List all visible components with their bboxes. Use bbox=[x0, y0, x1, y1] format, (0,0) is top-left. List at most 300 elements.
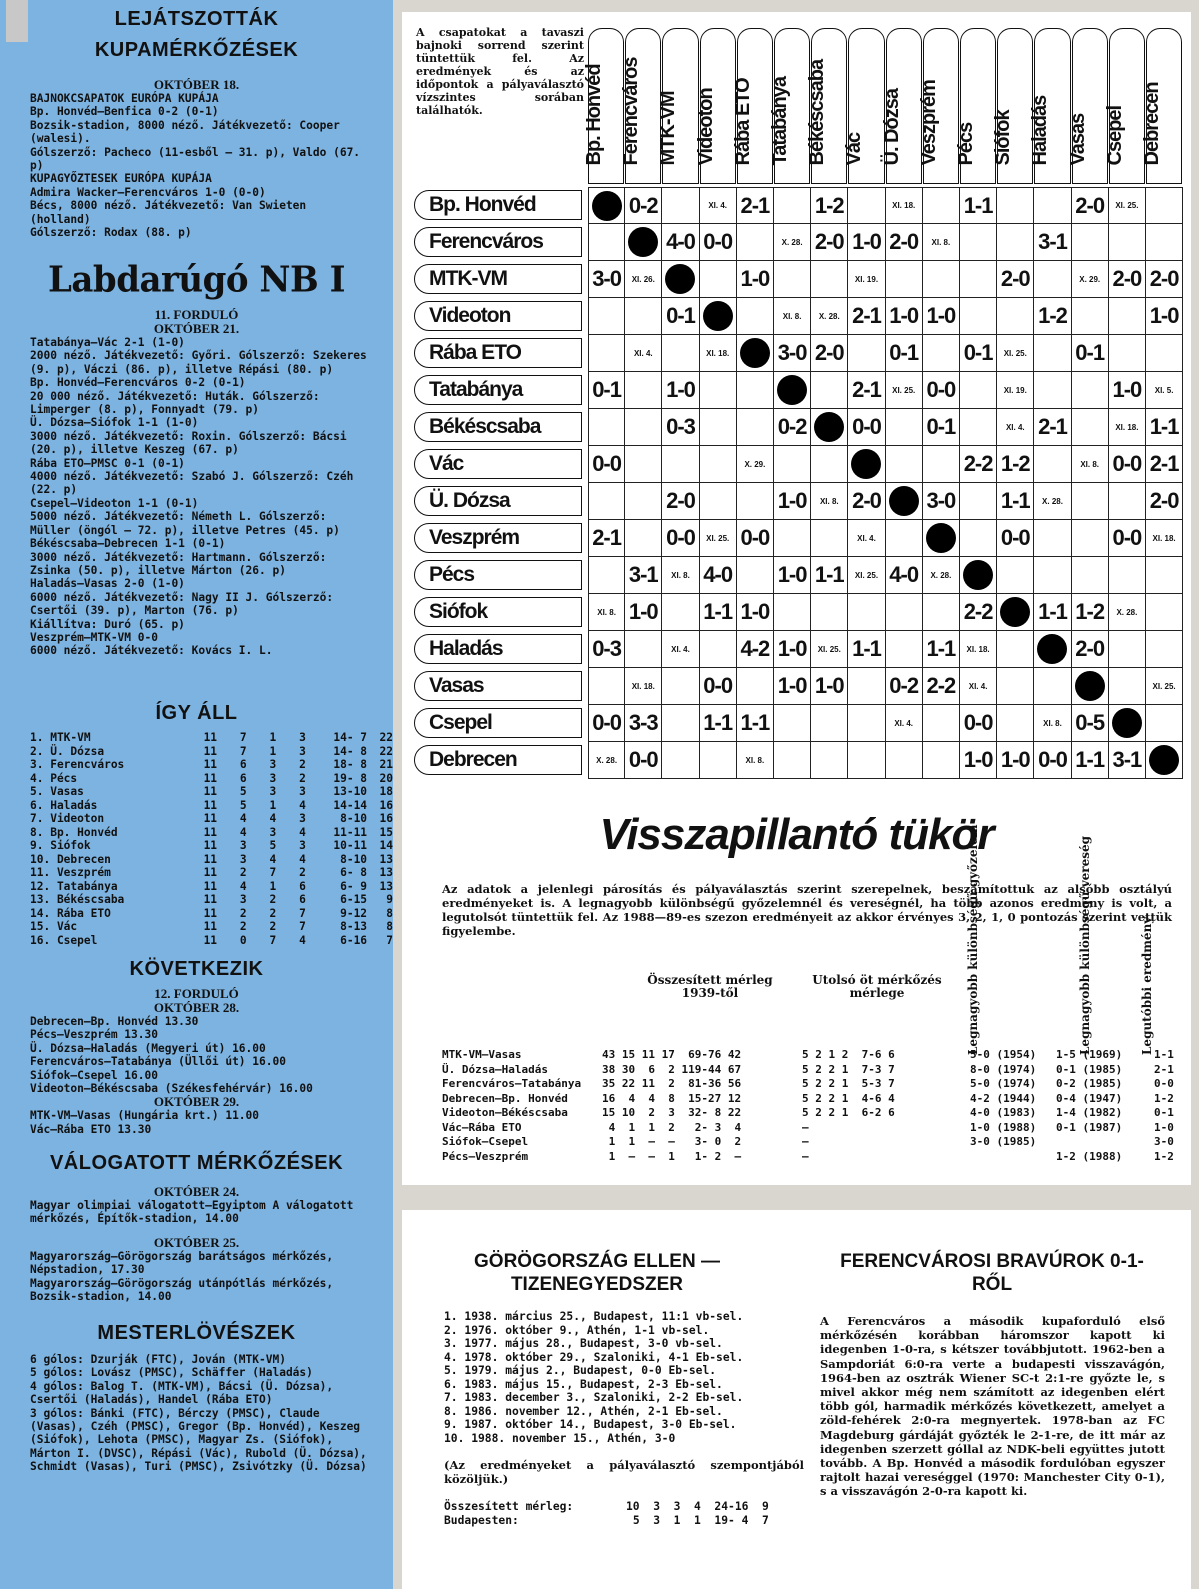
mirror-row bbox=[442, 1121, 1182, 1135]
diagonal-dot-mark bbox=[926, 523, 956, 553]
cell-date: XI. 8. bbox=[774, 298, 811, 335]
row-head: Debrecen bbox=[414, 745, 582, 775]
next-date-1: OKTÓBER 28. bbox=[153, 1000, 240, 1015]
cell-score bbox=[1109, 557, 1146, 594]
cell-score: 0-1 bbox=[1072, 335, 1109, 372]
cell-date: XI. 4. bbox=[997, 409, 1034, 446]
mirror-cell-m: Debrecen—Bp. Honvéd bbox=[442, 1091, 568, 1105]
column-head-label: Debrecen bbox=[1141, 82, 1164, 166]
standings-cell: 11 bbox=[203, 906, 218, 920]
standings-cell: 1 bbox=[269, 744, 277, 758]
mirror-title: Visszapillantó tükör bbox=[599, 810, 994, 859]
played-title: LEJÁTSZOTTÁK bbox=[114, 8, 279, 30]
cell-score bbox=[700, 261, 737, 298]
diagonal-dot-mark bbox=[592, 191, 622, 221]
standings-table bbox=[0, 731, 393, 947]
standings-row bbox=[0, 853, 393, 867]
greece-line: 1. 1938. március 25., Budapest, 11:1 vb-sel. bbox=[444, 1310, 744, 1323]
cell-score bbox=[1146, 187, 1183, 224]
column-head-label: Haladás bbox=[1029, 95, 1052, 166]
standings-cell: 11 bbox=[203, 839, 218, 852]
cell-score bbox=[1034, 668, 1071, 705]
cell-date: XI. 18. bbox=[1146, 520, 1183, 557]
standings-title: ÍGY ÁLL bbox=[155, 702, 238, 724]
mirror-cell-r: 3-0 bbox=[1154, 1135, 1174, 1148]
column-head bbox=[694, 28, 736, 184]
fixture-line: Ü. Dózsa—Haladás (Megyeri út) 16.00 bbox=[30, 1041, 266, 1055]
ftc-body: A Ferencváros a második kupaforduló első mérkőzésén korábban háromszor kapott ki idegenben 1-0-ra, s kétszer továbbjutott. 1962-ben a Sampdoriát 6:0-ra verte a budapesti visszavágón, 1964-ben az osztrák Wiener SC-t 2:1-re győzte le, s mivel akkor még nem számított az idegenben elért több gól, harmadik mérkőzés következett, amelyet a zöld-fehérek 2:0-ra megnyertek. 1978-ban az FC Magdeburg gárdáját győzték le 2-1-re, de itt már az idegenben szerzett góllal az NDK-beli együttes jutott tovább. A Bp. Honvéd a második fordulóban egyszer rajtolt hazai vereséggel (1970: Manchester City 0-1), s a visszavágón 2-0-ra kapott ki. bbox=[820, 1314, 1165, 1499]
round-line: Haladás—Vasas 2-0 (1-0) bbox=[30, 577, 185, 591]
round-line: 20 000 néző. Játékvezető: Huták. Gólszerző: Limperger (8. p), Fonnyadt (79. p) bbox=[30, 389, 327, 417]
standings-cell: 4 bbox=[269, 852, 277, 866]
cell-score bbox=[588, 335, 625, 372]
standings-cell: 8 bbox=[386, 920, 393, 933]
cell-date: XI. 8. bbox=[811, 483, 848, 520]
cell-score: 2-0 bbox=[997, 261, 1034, 298]
next-round: 12. FORDULÓ bbox=[154, 986, 239, 1001]
cell-score: 3-1 bbox=[1109, 742, 1146, 779]
standings-cell: 5 bbox=[239, 785, 247, 798]
row-head: MTK-VM bbox=[414, 264, 582, 294]
mirror-cell-m: Siófok—Csepel bbox=[442, 1135, 529, 1148]
standings-cell: 5 bbox=[269, 839, 277, 852]
diagonal-dot-mark bbox=[665, 264, 695, 294]
cell-score bbox=[1034, 557, 1071, 594]
cell-score: 4-0 bbox=[700, 557, 737, 594]
cell-score bbox=[625, 631, 662, 668]
column-head bbox=[843, 28, 884, 184]
standings-cell: 13 bbox=[379, 866, 393, 879]
column-head bbox=[769, 28, 810, 184]
cell-date: XI. 25. bbox=[1146, 668, 1183, 705]
cell-score bbox=[1072, 409, 1109, 446]
cell-score: 3-0 bbox=[774, 335, 811, 372]
cell-score bbox=[737, 298, 774, 335]
cell-score bbox=[1109, 298, 1146, 335]
standings-cell: 20 bbox=[379, 771, 393, 785]
standings-cell: 6. Haladás bbox=[30, 798, 98, 812]
cell-score: 0-0 bbox=[700, 224, 737, 261]
standings-cell: 13. Békéscsaba bbox=[30, 893, 125, 906]
cell-score: 1-0 bbox=[625, 594, 662, 631]
mirror-head-last5: Utolsó öt mérkőzés mérlege bbox=[812, 973, 942, 1000]
greece-line: 4. 1978. október 29., Szaloniki, 4-1 Eb-sel. bbox=[444, 1350, 744, 1364]
standings-cell: 2 bbox=[239, 920, 247, 933]
standings-cell: 22 bbox=[379, 744, 393, 758]
greece-sum-values: 10 3 3 4 24-16 9 bbox=[626, 1500, 769, 1513]
cell-score: 1-2 bbox=[811, 187, 848, 224]
cell-score bbox=[662, 742, 699, 779]
cell-score: 0-0 bbox=[737, 520, 774, 557]
cell-date: X. 28. bbox=[774, 224, 811, 261]
mirror-cell-w: 5-0 (1974) bbox=[970, 1077, 1037, 1090]
cell-score: 1-1 bbox=[737, 705, 774, 742]
column-head bbox=[806, 28, 847, 184]
standings-cell: 11 bbox=[203, 879, 218, 893]
column-head-label: Siófok bbox=[992, 110, 1015, 166]
greece-bp-values: 5 3 1 1 19- 4 7 bbox=[626, 1513, 769, 1527]
greece-summary-values bbox=[626, 1500, 786, 1527]
row-head: Rába ETO bbox=[414, 338, 582, 368]
round-line: 4000 néző. Játékvezető: Szabó J. Gólszerző: Czéh (22. p) bbox=[30, 470, 361, 497]
scorers-list bbox=[0, 1353, 393, 1474]
round-line: Tatabánya—Vác 2-1 (1-0) bbox=[30, 336, 185, 349]
cell-score: 0-0 bbox=[848, 409, 885, 446]
cell-score: 2-0 bbox=[811, 335, 848, 372]
cross-table-intro: A csapatokat a tavaszi bajnoki sorrend szerint tüntettük fel. Az eredmények és az időpontok a pályaválasztó vízszintes sorában találhatók. bbox=[416, 26, 584, 117]
cell-score bbox=[774, 446, 811, 483]
column-head-label: Rába ETO bbox=[731, 78, 754, 166]
column-head-label: Békéscsaba bbox=[806, 59, 829, 166]
diagonal-dot-mark bbox=[1037, 634, 1067, 664]
mirror-row bbox=[442, 1135, 1182, 1149]
diagonal-dot bbox=[811, 409, 848, 446]
national-line: Magyarország—Görögország utánpótlás mérkőzés, Bozsik-stadion, 14.00 bbox=[30, 1276, 340, 1304]
cell-score bbox=[923, 705, 960, 742]
mirror-cell-r: 1-2 bbox=[1154, 1091, 1174, 1105]
standings-row bbox=[0, 907, 393, 921]
cell-date: XI. 25. bbox=[848, 557, 885, 594]
standings-cell: 3 bbox=[239, 893, 247, 906]
cell-score: 2-1 bbox=[1146, 446, 1183, 483]
cell-date: XI. 5. bbox=[1146, 372, 1183, 409]
scorer-line: 6 gólos: Dzurják (FTC), Jován (MTK-VM) bbox=[30, 1353, 286, 1366]
cell-score bbox=[923, 335, 960, 372]
cell-score: 2-0 bbox=[1146, 261, 1183, 298]
standings-cell: 1. MTK-VM bbox=[30, 731, 91, 744]
cell-score bbox=[1072, 557, 1109, 594]
standings-cell: 14. Rába ETO bbox=[30, 906, 111, 920]
cell-date: X. 28. bbox=[923, 557, 960, 594]
standings-row bbox=[0, 745, 393, 759]
standings-cell: 19- 8 bbox=[333, 771, 368, 785]
standings-cell: 14- 7 bbox=[333, 731, 368, 744]
cell-date: XI. 25. bbox=[811, 631, 848, 668]
column-head bbox=[1141, 28, 1182, 184]
next-fixtures-1 bbox=[0, 1015, 393, 1095]
cell-score bbox=[662, 446, 699, 483]
diagonal-dot bbox=[774, 372, 811, 409]
mirror-row bbox=[442, 1106, 1182, 1120]
cell-score: 2-0 bbox=[811, 224, 848, 261]
cell-score bbox=[1109, 483, 1146, 520]
cell-date: XI. 8. bbox=[1034, 705, 1071, 742]
cell-score bbox=[1109, 631, 1146, 668]
greece-bp-label: Budapesten: bbox=[444, 1513, 519, 1527]
standings-cell: 5. Vasas bbox=[30, 785, 84, 798]
standings-cell: 3 bbox=[269, 771, 277, 785]
mirror-cell-l: 1-4 (1982) bbox=[1056, 1106, 1123, 1119]
cell-score: 3-1 bbox=[1034, 224, 1071, 261]
greece-list bbox=[444, 1310, 804, 1445]
scorer-line: 5 gólos: Lovász (PMSC), Schäffer (Haladás) bbox=[30, 1366, 313, 1380]
round-line: 6000 néző. Játékvezető: Kovács I. L. bbox=[30, 644, 273, 658]
cell-score bbox=[774, 705, 811, 742]
standings-cell: 11 bbox=[203, 798, 218, 812]
cell-score bbox=[997, 631, 1034, 668]
standings-row bbox=[0, 785, 393, 799]
standings-cell: 2 bbox=[299, 866, 306, 879]
standings-cell: 4 bbox=[299, 825, 306, 839]
diagonal-dot bbox=[848, 446, 885, 483]
diagonal-dot bbox=[737, 335, 774, 372]
cell-score bbox=[1034, 187, 1071, 224]
cell-score: 0-0 bbox=[1109, 446, 1146, 483]
cell-score bbox=[1109, 335, 1146, 372]
cell-score: 1-0 bbox=[737, 261, 774, 298]
standings-cell: 0 bbox=[239, 933, 247, 947]
scorers-title: MESTERLÖVÉSZEK bbox=[97, 1322, 296, 1344]
standings-cell: 11 bbox=[203, 758, 218, 771]
right-column bbox=[396, 0, 1199, 1589]
standings-cell: 11 bbox=[203, 920, 218, 933]
round-results bbox=[0, 336, 393, 658]
standings-cell: 5 bbox=[239, 798, 247, 812]
cup-date: OKTÓBER 18. bbox=[153, 77, 240, 92]
cell-score bbox=[1072, 298, 1109, 335]
standings-cell: 1 bbox=[269, 731, 277, 744]
mirror-cell-r: 1-2 bbox=[1154, 1149, 1174, 1163]
cell-score: 3-0 bbox=[588, 261, 625, 298]
cell-score: 3-1 bbox=[625, 557, 662, 594]
standings-cell: 13 bbox=[379, 852, 393, 866]
cell-score bbox=[1109, 224, 1146, 261]
mirror-cell-l: 0-4 (1947) bbox=[1056, 1091, 1123, 1105]
mirror-cell-t: 43 15 11 17 69-76 42 bbox=[602, 1048, 742, 1061]
standings-cell: 3 bbox=[299, 744, 306, 758]
mirror-cell-l: 0-1 (1985) bbox=[1056, 1062, 1123, 1076]
cell-score bbox=[625, 520, 662, 557]
cup-line: Gólszerző: Rodax (88. p) bbox=[30, 226, 192, 240]
cell-date: XI. 19. bbox=[848, 261, 885, 298]
standings-cell: 4 bbox=[239, 825, 247, 839]
cell-score: 1-1 bbox=[700, 705, 737, 742]
cell-score bbox=[997, 298, 1034, 335]
cell-score bbox=[997, 187, 1034, 224]
standings-cell: 3 bbox=[269, 785, 277, 798]
greece-line: 7. 1983. december 3., Szaloniki, 2-2 Eb-sel. bbox=[444, 1391, 744, 1404]
mirror-body: Az adatok a jelenlegi párosítás és pályaválasztás szerint szerepelnek, beszámítottuk az alsóbb osztályú eredményeket is. A legnagyobb különbségű győzelemnél és vereségnél, ha több azonos eredmény is volt, a legutolsót tüntettük fel. Az 1988—89-es szezon eredményeit az akkor érvényes 3, 2, 1, 0 pontozás szerint vettük figyelembe. bbox=[442, 882, 1172, 938]
cell-score: 0-0 bbox=[662, 520, 699, 557]
standings-cell: 6 bbox=[239, 771, 247, 785]
mirror-cell-m: Vác—Rába ETO bbox=[442, 1120, 522, 1134]
cell-score bbox=[625, 372, 662, 409]
mirror-cell-w: 4-2 (1944) bbox=[970, 1091, 1037, 1105]
standings-cell: 18- 8 bbox=[333, 758, 368, 771]
diagonal-dot bbox=[700, 298, 737, 335]
greece-sum-label: Összesített mérleg: bbox=[444, 1500, 574, 1513]
standings-cell: 11 bbox=[203, 771, 218, 785]
cell-score: 0-1 bbox=[588, 372, 625, 409]
cell-score bbox=[662, 187, 699, 224]
greece-line: 2. 1976. október 9., Athén, 1-1 vb-sel. bbox=[444, 1323, 710, 1337]
cell-score bbox=[811, 705, 848, 742]
cell-score: 1-2 bbox=[1072, 594, 1109, 631]
column-head-label: Tatabánya bbox=[769, 77, 792, 166]
cell-score bbox=[960, 224, 997, 261]
standings-cell: 13 bbox=[379, 879, 393, 893]
standings-cell: 3 bbox=[299, 812, 306, 825]
diagonal-dot-mark bbox=[1000, 597, 1030, 627]
column-head-label: Csepel bbox=[1103, 105, 1126, 166]
mirror-cell-t: 35 22 11 2 81-36 56 bbox=[602, 1077, 742, 1090]
standings-cell: 6 bbox=[299, 879, 306, 893]
cell-score bbox=[737, 668, 774, 705]
cup-line: KUPAGYŐZTESEK EURÓPA KUPÁJA bbox=[30, 172, 212, 186]
standings-cell: 2. Ü. Dózsa bbox=[30, 744, 105, 758]
cell-date: XI. 18. bbox=[625, 668, 662, 705]
cell-score: 1-2 bbox=[1034, 298, 1071, 335]
cell-score: 2-0 bbox=[1109, 261, 1146, 298]
standings-cell: 8. Bp. Honvéd bbox=[30, 825, 118, 839]
mirror-cell-m: Pécs—Veszprém bbox=[442, 1149, 529, 1163]
standings-cell: 4 bbox=[239, 879, 247, 893]
cell-score: 1-0 bbox=[997, 742, 1034, 779]
next-date-2: OKTÓBER 29. bbox=[153, 1094, 240, 1110]
mirror-cell-f: — bbox=[802, 1135, 809, 1148]
standings-cell: 7 bbox=[239, 731, 247, 744]
cell-score bbox=[848, 742, 885, 779]
cell-score: 2-0 bbox=[662, 483, 699, 520]
cell-score bbox=[662, 668, 699, 705]
standings-row bbox=[0, 839, 393, 853]
cell-score: 4-0 bbox=[886, 557, 923, 594]
cell-date: X. 28. bbox=[811, 298, 848, 335]
cell-date: XI. 4. bbox=[960, 668, 997, 705]
mirror-cell-l: 0-1 (1987) bbox=[1056, 1120, 1123, 1134]
cell-date: XI. 8. bbox=[1072, 446, 1109, 483]
diagonal-dot-mark bbox=[777, 375, 807, 405]
standings-cell: 21 bbox=[379, 758, 393, 771]
cell-score: 1-1 bbox=[1072, 742, 1109, 779]
greece-line: 5. 1979. május 2., Budapest, 0-0 Eb-sel. bbox=[444, 1364, 717, 1377]
standings-row bbox=[0, 812, 393, 826]
standings-cell: 14- 8 bbox=[333, 744, 368, 758]
diagonal-dot bbox=[960, 557, 997, 594]
row-head: Vác bbox=[414, 449, 582, 479]
cell-score: 4-0 bbox=[662, 224, 699, 261]
cell-score: 1-0 bbox=[1146, 298, 1183, 335]
cell-score bbox=[1146, 594, 1183, 631]
standings-cell: 11 bbox=[203, 893, 218, 906]
mirror-row bbox=[442, 1077, 1182, 1091]
standings-row bbox=[0, 826, 393, 840]
row-head: Ü. Dózsa bbox=[414, 486, 582, 516]
cell-score bbox=[774, 187, 811, 224]
standings-cell: 8-10 bbox=[340, 812, 368, 825]
cell-score bbox=[1072, 372, 1109, 409]
cell-score bbox=[848, 187, 885, 224]
cell-score: 1-0 bbox=[1109, 372, 1146, 409]
column-head-label: Videoton bbox=[694, 88, 717, 166]
round-line: 3000 néző. Játékvezető: Hartmann. Gólszerző: Zsinka (50. p), illetve Márton (26. p) bbox=[30, 550, 334, 577]
mirror-cell-t: 1 — — 1 1- 2 — bbox=[602, 1149, 742, 1163]
cell-score bbox=[923, 594, 960, 631]
greece-note: (Az eredményeket a pályaválasztó szempontjából közöljük.) bbox=[444, 1458, 804, 1487]
standings-cell: 4 bbox=[299, 933, 306, 947]
standings-cell: 7 bbox=[386, 933, 393, 947]
mirror-cell-m: Ferencváros—Tatabánya bbox=[442, 1077, 582, 1090]
cell-score bbox=[700, 372, 737, 409]
cell-date: XI. 18. bbox=[960, 631, 997, 668]
round-line: 6000 néző. Játékvezető: Nagy II J. Gólszerző: Csertői (39. p), Marton (76. p) bbox=[30, 590, 340, 618]
round-line: 2000 néző. Játékvezető: Győri. Gólszerző: Szekeres (9. p), Váczi (86. p), illetve Répási (80. p) bbox=[30, 349, 374, 376]
standings-cell: 6- 9 bbox=[340, 879, 368, 893]
cell-score bbox=[886, 446, 923, 483]
diagonal-dot-mark bbox=[1075, 671, 1105, 701]
column-head bbox=[1029, 28, 1070, 184]
cup-line: Bp. Honvéd—Benfica 0-2 (0-1) bbox=[30, 105, 219, 119]
row-head: Siófok bbox=[414, 597, 582, 627]
standings-cell: 2 bbox=[299, 758, 306, 771]
column-head bbox=[880, 28, 922, 184]
standings-cell: 7. Videoton bbox=[30, 812, 105, 825]
cell-score: 1-1 bbox=[700, 594, 737, 631]
cell-score: 2-1 bbox=[737, 187, 774, 224]
standings-row bbox=[0, 799, 393, 813]
cell-score bbox=[848, 705, 885, 742]
column-head-label: Bp. Honvéd bbox=[583, 64, 606, 166]
cell-score: 0-0 bbox=[1109, 520, 1146, 557]
mirror-head-win: Legnagyobb különbségű győzelem bbox=[966, 824, 980, 1055]
cup-line: Bécs, 8000 néző. Játékvezető: Van Swieten (holland) bbox=[30, 199, 313, 226]
mirror-cell-r: 2-1 bbox=[1154, 1062, 1174, 1076]
cell-score bbox=[1072, 520, 1109, 557]
diagonal-dot bbox=[1109, 705, 1146, 742]
diagonal-dot-mark bbox=[740, 338, 770, 368]
cell-score: 1-0 bbox=[960, 742, 997, 779]
cup-results bbox=[0, 92, 393, 239]
greece-line: 8. 1986. november 12., Athén, 2-1 Eb-sel. bbox=[444, 1404, 723, 1418]
greece-line: 3. 1977. május 28., Budapest, 3-0 vb-sel. bbox=[444, 1337, 723, 1350]
mirror-head-last: Legutóbbi eredmény bbox=[1140, 916, 1154, 1055]
cell-score bbox=[811, 446, 848, 483]
cell-score bbox=[848, 668, 885, 705]
standings-row bbox=[0, 920, 393, 934]
mirror-cell-t: 16 4 4 8 15-27 12 bbox=[602, 1091, 742, 1105]
cup-line: BAJNOKCSAPATOK EURÓPA KUPÁJA bbox=[30, 92, 219, 105]
scorer-line: 4 gólos: Balog T. (MTK-VM), Bácsi (Ü. Dózsa), Csertői (Haladás), Handel (Rába ETO) bbox=[30, 1379, 340, 1407]
fixture-line: Pécs—Veszprém 13.30 bbox=[30, 1028, 158, 1042]
cell-score: 1-0 bbox=[886, 298, 923, 335]
cell-score: 2-2 bbox=[960, 594, 997, 631]
cell-score bbox=[774, 261, 811, 298]
cell-score bbox=[960, 372, 997, 409]
cell-score bbox=[1072, 483, 1109, 520]
standings-row bbox=[0, 880, 393, 894]
standings-row bbox=[0, 772, 393, 786]
cell-date: X. 28. bbox=[1109, 594, 1146, 631]
standings-cell: 7 bbox=[299, 906, 306, 920]
cell-date: XI. 4. bbox=[662, 631, 699, 668]
cup-line: Gólszerző: Pacheco (11-esből — 31. p), Valdo (67. p) bbox=[30, 145, 367, 173]
cell-score bbox=[737, 224, 774, 261]
cell-date: X. 29. bbox=[1072, 261, 1109, 298]
column-head bbox=[992, 28, 1033, 184]
cup-matches-title: KUPAMÉRKŐZÉSEK bbox=[94, 39, 299, 61]
standings-cell: 10. Debrecen bbox=[30, 852, 111, 866]
cell-score bbox=[923, 446, 960, 483]
left-column bbox=[0, 0, 393, 1589]
column-head-label: MTK-VM bbox=[657, 91, 680, 166]
mirror-cell-w: 4-0 (1983) bbox=[970, 1106, 1037, 1119]
greece-line: 9. 1987. október 14., Budapest, 3-0 Eb-sel. bbox=[444, 1418, 737, 1431]
diagonal-dot-mark bbox=[703, 301, 733, 331]
cell-score bbox=[960, 261, 997, 298]
diagonal-dot bbox=[625, 224, 662, 261]
standings-cell: 11. Veszprém bbox=[30, 866, 111, 879]
cell-score: 3-3 bbox=[625, 705, 662, 742]
